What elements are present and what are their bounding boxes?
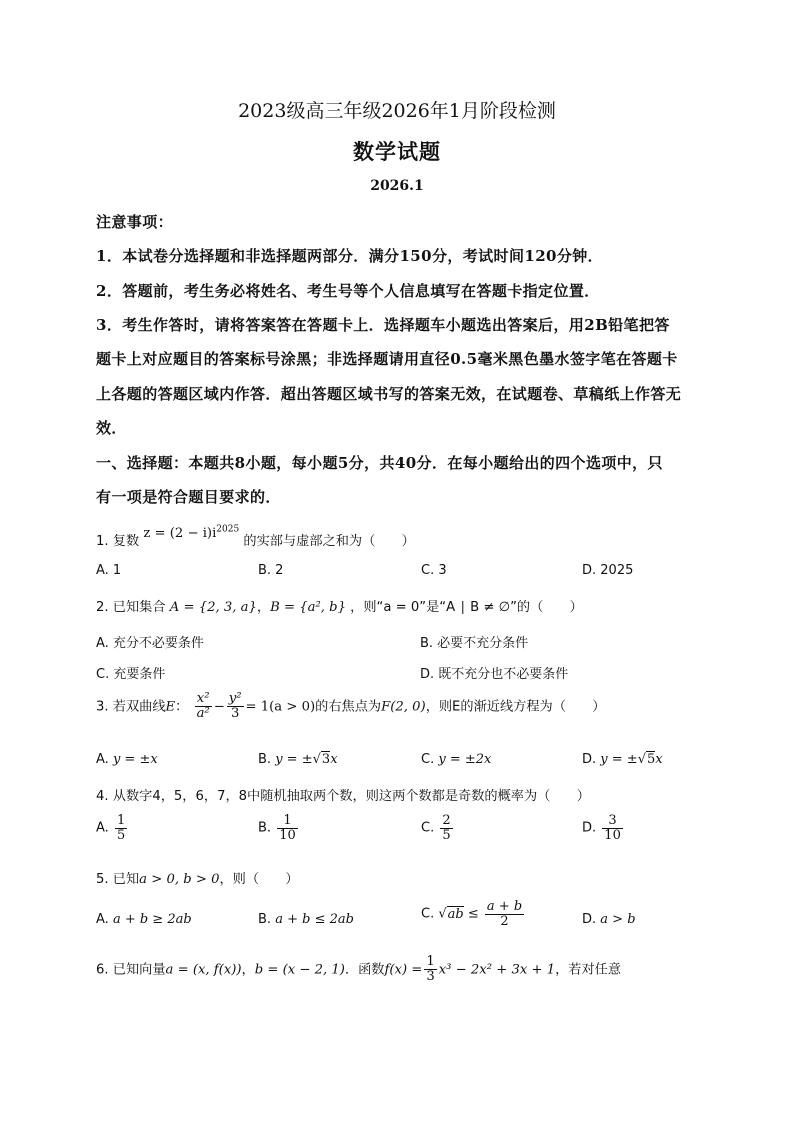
q4-option-a-label: A. [96, 820, 109, 836]
q5-option-c[interactable] [421, 900, 526, 928]
question-1 [96, 524, 415, 549]
q3-option-b-post: x [330, 752, 338, 767]
q5-option-d[interactable] [582, 912, 636, 927]
q2-suffix: ，则“a = 0”是“A ∣ B ≠ ∅”的（ ） [350, 600, 583, 615]
q4-option-d-den: 10 [604, 827, 621, 843]
q6-frac-den: 3 [426, 968, 435, 984]
question-5 [96, 868, 299, 887]
q2-option-d[interactable]: D. 既不充分也不必要条件 [420, 667, 569, 682]
q4-option-a-den: 5 [116, 827, 126, 843]
q6-vector-b: b = (x − 2, 1) [254, 962, 345, 978]
q6-suffix: ，若对任意 [555, 962, 622, 978]
q3-curve-name: E [165, 699, 176, 715]
q5-option-c-relation: ≤ [467, 906, 479, 922]
q4-option-a-num: 1 [116, 813, 126, 828]
q4-option-c-label: C. [421, 820, 435, 836]
q4-option-b-fraction [277, 814, 298, 842]
question-3 [96, 692, 605, 721]
q1-option-d[interactable]: D. 2025 [582, 563, 634, 578]
sqrt-icon: √ [312, 752, 321, 767]
q5-option-a-label: A. [96, 912, 109, 927]
q4-option-b[interactable] [258, 814, 300, 842]
q3-option-d-radicand: 5 [647, 752, 656, 767]
q2-option-a[interactable]: A. 充分不必要条件 [96, 636, 204, 651]
q4-option-c-num: 2 [442, 813, 451, 828]
q5-condition: a > 0, b > 0 [139, 872, 220, 887]
q6-vector-a: a = (x, f(x)) [165, 962, 242, 978]
q6-function-lhs: f(x) = [384, 962, 423, 978]
q5-option-c-den: 2 [500, 913, 509, 929]
q4-option-c[interactable] [421, 814, 455, 842]
q1-option-a[interactable]: A. 1 [96, 563, 122, 578]
q3-fraction-y [227, 692, 244, 721]
q5-option-c-label: C. [421, 906, 435, 922]
q1-exponent: 2025 [216, 524, 240, 535]
q4-option-b-den: 10 [279, 827, 296, 843]
q6-sep: ， [241, 962, 255, 978]
notice-line-3c: 上各题的答题区域内作答．超出答题区域书写的答案无效，在试题卷、草稿纸上作答无 [96, 385, 682, 403]
q5-option-c-fraction [485, 900, 524, 928]
notice-line-2: 2．答题前，考生务必将姓名、考生号等个人信息填写在答题卡指定位置． [96, 282, 600, 300]
section-1-line-1: 一、选择题：本题共8小题，每小题5分，共40分．在每小题给出的四个选项中，只 [96, 454, 663, 472]
q5-option-c-num: a + b [486, 899, 523, 914]
q3-option-b-label: B. [258, 752, 272, 767]
q3-focus: F(2, 0) [381, 699, 426, 715]
q2-sep: ， [256, 600, 271, 615]
q3-frac-x-den: a² [196, 705, 210, 721]
q3-option-d-label: D. [582, 752, 597, 767]
exam-title: 2023级高三年级2026年1月阶段检测 [238, 100, 556, 122]
notice-line-3b: 题卡上对应题目的答案标号涂黑；非选择题请用直径0.5毫米黑色墨水签字笔在答题卡 [96, 350, 678, 368]
q5-option-b-expr: a + b ≤ 2ab [275, 912, 354, 927]
q3-option-b[interactable] [258, 752, 338, 767]
q3-option-d-post: x [655, 752, 663, 767]
sqrt-icon: √ [637, 752, 646, 767]
q3-option-c-label: C. [421, 752, 435, 767]
q4-option-d-fraction [602, 814, 623, 842]
section-1-line-2: 有一项是符合题目要求的． [96, 488, 281, 506]
q4-option-d-num: 3 [602, 814, 623, 829]
q6-mid: ．函数 [344, 962, 385, 978]
q1-option-c[interactable]: C. 3 [421, 563, 447, 578]
q6-polynomial: x³ − 2x² + 3x + 1 [438, 962, 556, 978]
q1-suffix: 的实部与虚部之和为（ ） [243, 534, 415, 549]
question-2 [96, 596, 583, 615]
question-6 [96, 955, 621, 984]
q4-option-d-label: D. [582, 820, 597, 836]
notice-line-1: 1．本试卷分选择题和非选择题两部分．满分150分，考试时间120分钟． [96, 247, 604, 265]
exam-date: 2026.1 [370, 178, 424, 194]
question-4: 4. 从数字4，5，6，7，8中随机抽取两个数，则这两个数都是奇数的概率为（ ） [96, 789, 590, 804]
q5-option-a-expr: a + b ≥ 2ab [112, 912, 192, 927]
q3-option-a-label: A. [96, 752, 109, 767]
q5-option-d-expr: a > b [600, 912, 636, 927]
q4-option-a-fraction [115, 814, 127, 842]
q4-option-c-den: 5 [442, 827, 451, 843]
q3-colon: ： [175, 699, 189, 715]
q4-option-d[interactable] [582, 814, 625, 842]
q5-option-a[interactable] [96, 912, 192, 927]
q1-formula [143, 526, 239, 541]
q3-option-c-expr: y = ±2x [438, 752, 492, 767]
notice-line-3d: 效． [96, 419, 127, 437]
q6-frac-num: 1 [426, 954, 435, 969]
q4-option-b-label: B. [258, 820, 272, 836]
q3-suffix: ，则E的渐近线方程为（ ） [425, 699, 606, 715]
q5-option-b[interactable] [258, 912, 354, 927]
q3-option-b-pre: y = ± [275, 752, 313, 767]
q2-set-a: A = {2, 3, a} [169, 600, 257, 615]
q5-option-d-label: D. [582, 912, 597, 927]
q5-option-b-label: B. [258, 912, 272, 927]
q3-frac-y-num: y² [228, 691, 242, 706]
q2-set-b: B = {a², b} [270, 600, 346, 615]
q3-option-b-radicand: 3 [321, 752, 331, 767]
q1-formula-body: z = (2 − i)i [143, 526, 217, 541]
q2-option-c[interactable]: C. 充要条件 [96, 667, 166, 682]
exam-subtitle: 数学试题 [353, 139, 441, 164]
q3-fraction-x [195, 692, 212, 721]
q6-prefix: 6. 已知向量 [96, 962, 166, 978]
q3-option-d-pre: y = ± [600, 752, 638, 767]
q3-option-a[interactable] [96, 752, 158, 767]
q4-option-c-fraction [440, 814, 452, 842]
q4-option-a[interactable] [96, 814, 129, 842]
q1-prefix: 1. 复数 [96, 534, 140, 549]
q2-option-b[interactable]: B. 必要不充分条件 [420, 636, 529, 651]
q3-equation-rhs: = 1(a > 0) [245, 699, 316, 715]
q3-minus: − [213, 699, 225, 715]
q3-frac-y-den: 3 [230, 705, 240, 721]
q5-suffix: ，则（ ） [219, 872, 299, 887]
sqrt-icon: √ [438, 906, 447, 922]
q3-option-d[interactable] [582, 752, 663, 767]
q3-mid: 的右焦点为 [315, 699, 382, 715]
q3-frac-x-num: x² [195, 692, 212, 707]
q4-option-b-num: 1 [277, 814, 298, 829]
q3-option-a-expr: y = ±x [112, 752, 158, 767]
q1-option-b[interactable]: B. 2 [258, 563, 284, 578]
q5-option-c-radicand: ab [447, 906, 464, 922]
q5-prefix: 5. 已知 [96, 872, 140, 887]
q2-prefix: 2. 已知集合 [96, 600, 166, 615]
notice-line-3a: 3．考生作答时，请将答案答在答题卡上．选择题车小题选出答案后，用2B铅笔把答 [96, 316, 670, 334]
q6-fraction [424, 955, 436, 984]
q3-option-c[interactable] [421, 752, 491, 767]
q3-prefix: 3. 若双曲线 [96, 699, 166, 715]
notice-heading: 注意事项： [96, 213, 174, 231]
